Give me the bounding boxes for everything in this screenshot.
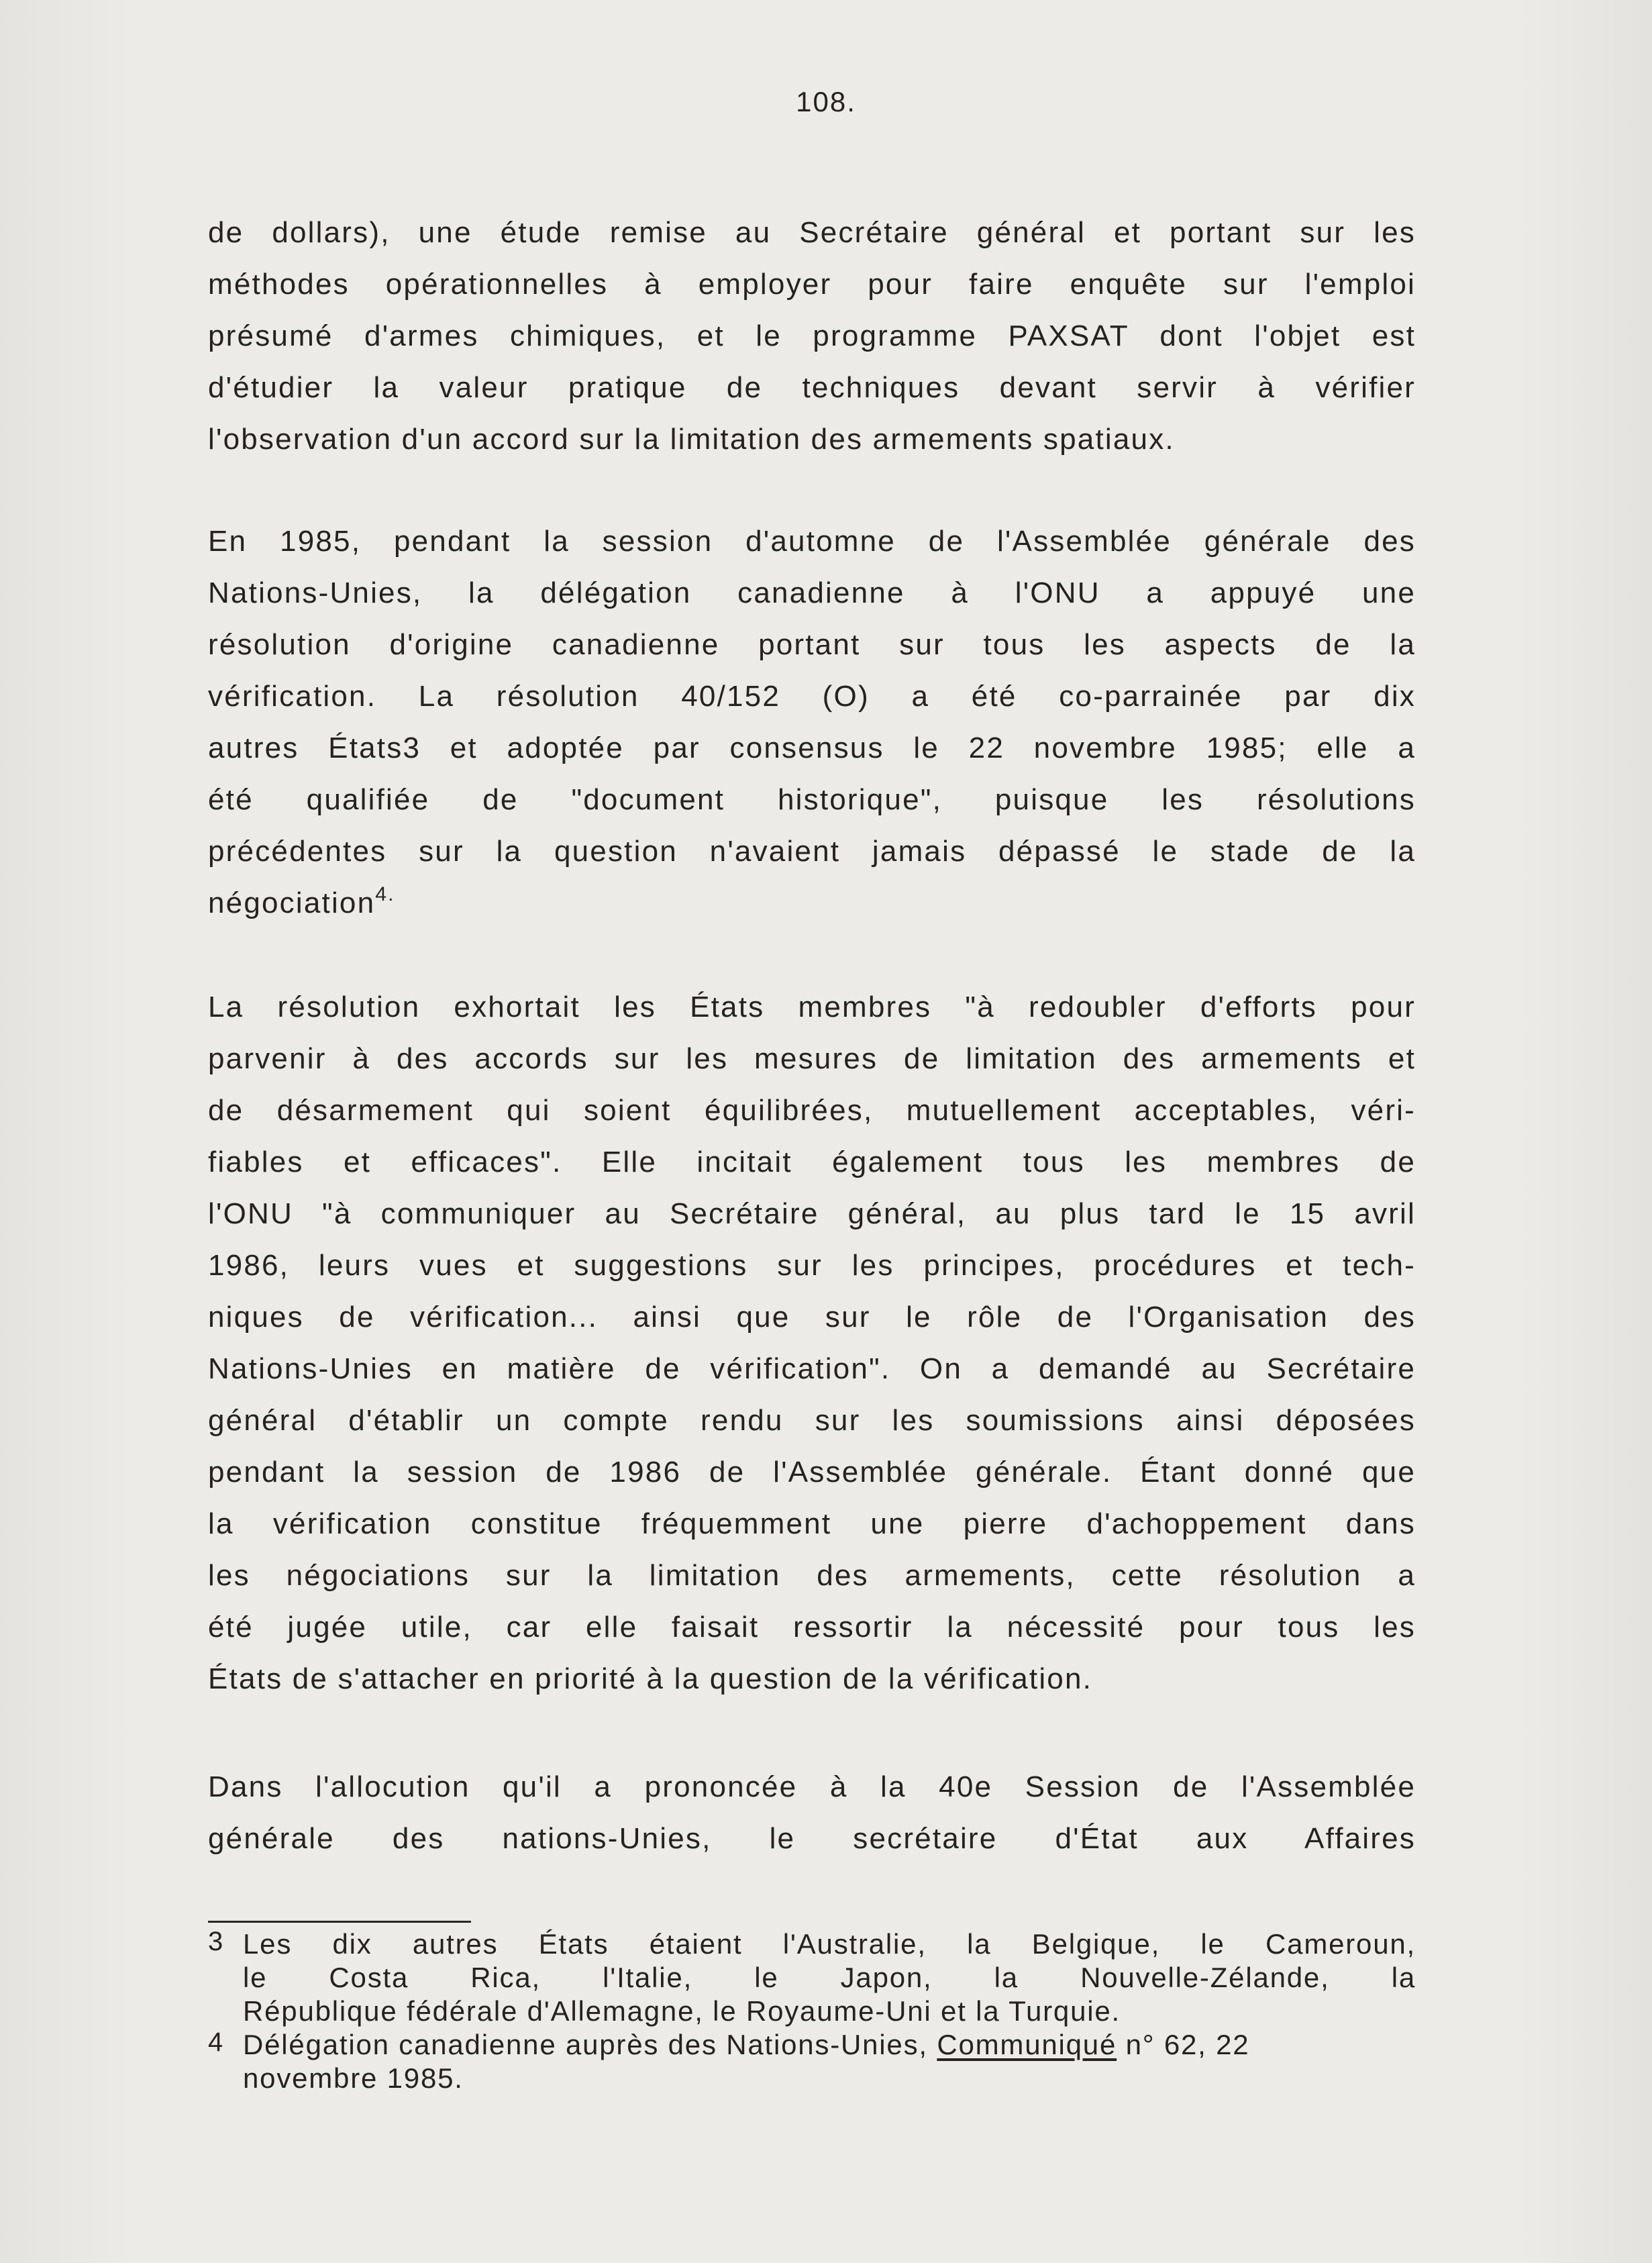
text-line: précédentes sur la question n'avaient jamais dépassé le stade de la [208, 835, 1416, 868]
paragraph-1 [208, 207, 1416, 465]
text-fragment: négociation [208, 887, 376, 919]
paragraph-3 [208, 981, 1416, 1705]
text-line: présumé d'armes chimiques, et le programme PAXSAT dont l'objet est [208, 319, 1416, 352]
text-line: l'observation d'un accord sur la limitation des armements spatiaux. [208, 423, 1175, 456]
text-line: pendant la session de 1986 de l'Assemblée générale. Étant donné que [208, 1456, 1416, 1489]
footnote-mark: 3 [208, 1927, 225, 1956]
footnotes [208, 1927, 1416, 2095]
text-line: été jugée utile, car elle faisait ressortir la nécessité pour tous les [208, 1611, 1416, 1644]
text-line: générale des nations-Unies, le secrétaire d'État aux Affaires [208, 1822, 1416, 1855]
text-line: résolution d'origine canadienne portant sur tous les aspects de la [208, 628, 1416, 661]
footnote-mark: 4 [208, 2027, 225, 2057]
text-line: les négociations sur la limitation des armements, cette résolution a [208, 1559, 1416, 1592]
text-line: États de s'attacher en priorité à la question de la vérification. [208, 1662, 1093, 1695]
text-line: Nations-Unies, la délégation canadienne à l'ONU a appuyé une [208, 576, 1416, 609]
text-line: de dollars), une étude remise au Secrétaire général et portant sur les [208, 216, 1416, 249]
text-line: vérification. La résolution 40/152 (O) a été co-parrainée par dix [208, 680, 1416, 713]
text-line-last [208, 877, 1416, 929]
text-line: méthodes opérationnelles à employer pour faire enquête sur l'emploi [208, 268, 1416, 301]
page-number: 108. [796, 86, 856, 117]
footnote-3 [208, 1927, 1416, 2028]
footnote-reference: 4. [375, 883, 395, 905]
text-line: 1986, leurs vues et suggestions sur les principes, procédures et tech- [208, 1249, 1416, 1282]
text-line: Nations-Unies en matière de vérification". On a demandé au Secrétaire [208, 1352, 1416, 1385]
paragraph-2 [208, 515, 1416, 929]
text-line: été qualifiée de "document historique", puisque les résolutions [208, 783, 1416, 816]
footnote-line: Les dix autres États étaient l'Australie, la Belgique, le Cameroun, [243, 1928, 1416, 1960]
footnote-line: le Costa Rica, l'Italie, le Japon, la Nouvelle-Zélande, la [243, 1962, 1416, 1993]
text-line: La résolution exhortait les États membres "à redoubler d'efforts pour [208, 991, 1416, 1023]
underlined-title: Communiqué [937, 2029, 1117, 2060]
footnote-line: novembre 1985. [243, 2062, 464, 2094]
footnote-separator [208, 1921, 471, 1923]
text-line: la vérification constitue fréquemment une pierre d'achoppement dans [208, 1507, 1416, 1540]
text-fragment: n° 62, 22 [1117, 2029, 1250, 2060]
text-line: niques de vérification... ainsi que sur le rôle de l'Organisation des [208, 1301, 1416, 1334]
text-line: En 1985, pendant la session d'automne de l'Assemblée générale des [208, 525, 1416, 558]
text-line: l'ONU "à communiquer au Secrétaire général, au plus tard le 15 avril [208, 1197, 1416, 1230]
text-line: parvenir à des accords sur les mesures de limitation des armements et [208, 1042, 1416, 1075]
text-line: général d'établir un compte rendu sur les soumissions ainsi déposées [208, 1404, 1416, 1437]
text-line: autres États3 et adoptée par consensus le 22 novembre 1985; elle a [208, 732, 1416, 764]
text-fragment: Délégation canadienne auprès des Nations-Unies, [243, 2029, 937, 2060]
text-line: de désarmement qui soient équilibrées, mutuellement acceptables, véri- [208, 1094, 1416, 1127]
footnote-line [243, 2028, 1416, 2062]
text-line: Dans l'allocution qu'il a prononcée à la 40e Session de l'Assemblée [208, 1770, 1416, 1803]
footnote-4 [208, 2028, 1416, 2095]
text-line: d'étudier la valeur pratique de techniques devant servir à vérifier [208, 371, 1416, 404]
paragraph-4 [208, 1761, 1416, 1864]
text-line: fiables et efficaces". Elle incitait également tous les membres de [208, 1146, 1416, 1178]
footnote-line: République fédérale d'Allemagne, le Royaume-Uni et la Turquie. [243, 1995, 1121, 2027]
